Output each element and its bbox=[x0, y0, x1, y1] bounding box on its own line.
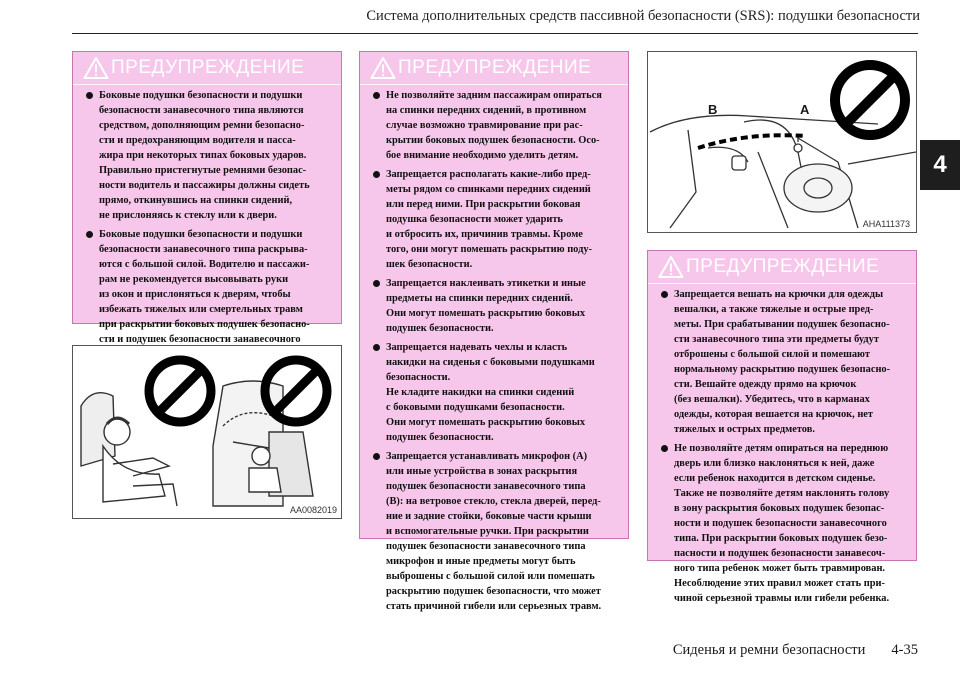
warning-box-hooks-children bbox=[647, 250, 917, 604]
warning-triangle-icon bbox=[658, 255, 684, 279]
warning-item-line: или иные устройства в зонах раскрытия bbox=[386, 466, 578, 477]
warning-item-line: если ребенок находится в детском сиденье. bbox=[674, 473, 876, 484]
warning-item-line: накидки на сиденья с боковыми подушками bbox=[386, 357, 595, 368]
warning-item-line: Правильно пристегнутые ремнями безопас- bbox=[99, 165, 307, 176]
warning-item-line: того, они могут помешать раскрытию поду- bbox=[386, 244, 592, 255]
prohibition-icon bbox=[143, 354, 217, 428]
warning-item-line: Они могут помешать раскрытию боковых bbox=[386, 417, 586, 428]
warning-item-line: Запрещается вешать на крючки для одежды bbox=[674, 289, 884, 300]
figure-code: AHA111373 bbox=[862, 219, 910, 229]
warning-item-line: Не позволяйте детям опираться на переднюю bbox=[674, 443, 889, 454]
warning-item-line: или перед ними. При раскрытии боковая bbox=[386, 199, 581, 210]
warning-item-line: сти и подушек безопасности занавесочного bbox=[99, 334, 301, 345]
warning-item-line: Не позволяйте задним пассажирам опираться bbox=[386, 90, 602, 101]
warning-item-line: отброшены с большой силой и помешают bbox=[674, 349, 870, 360]
warning-item-line: микрофон и иные предметы могут быть bbox=[386, 556, 576, 567]
warning-item-line: безопасности занавесочного типа раскрыва- bbox=[99, 244, 308, 255]
warning-item-line: Боковые подушки безопасности и подушки bbox=[99, 90, 303, 101]
warning-box-side-airbags bbox=[72, 51, 342, 345]
warning-item-line: на спинки передних сидений, в противном bbox=[386, 105, 587, 116]
label-a: A bbox=[800, 102, 810, 117]
warning-item-line: не прислоняясь к стеклу или к двери. bbox=[99, 210, 277, 221]
warning-item-line: пасности и подушек безопасности занавесоч- bbox=[674, 548, 886, 559]
warning-header bbox=[370, 56, 591, 80]
warning-body bbox=[372, 88, 620, 618]
warning-item-line: случае возможно травмирование при рас- bbox=[386, 120, 583, 131]
figure-illustration-no-leaning bbox=[72, 345, 342, 519]
warning-item-line: (B): на ветровое стекло, стекла дверей, перед- bbox=[386, 496, 601, 507]
warning-item-line: безопасности. bbox=[386, 372, 451, 383]
warning-item bbox=[660, 287, 908, 437]
warning-item-line: сти и предохраняющим водителя и пасса- bbox=[99, 135, 296, 146]
warning-item-line: жира при некоторых типах боковых ударов. bbox=[99, 150, 307, 161]
footer-section: Сиденья и ремни безопасности bbox=[672, 642, 866, 658]
warning-item-line: ности и подушек безопасности занавесочного bbox=[674, 518, 887, 529]
warning-item-line: в зону раскрытия боковых подушек безопас- bbox=[674, 503, 885, 514]
warning-divider bbox=[648, 283, 916, 284]
warning-body bbox=[660, 287, 908, 610]
warning-item-line: чиной серьезной травмы или гибели ребенка. bbox=[674, 593, 890, 604]
warning-triangle-icon bbox=[83, 56, 109, 80]
warning-item-line: одежды, которая вешается на крючок, нет bbox=[674, 409, 874, 420]
warning-item-line: сти занавесочного типа эти предметы будут bbox=[674, 334, 879, 345]
warning-item bbox=[372, 449, 620, 614]
warning-item-line: из окон и прислоняться к дверям, чтобы bbox=[99, 289, 291, 300]
warning-item-line: Несоблюдение этих правил может стать при- bbox=[674, 578, 885, 589]
warning-item-line: подушек безопасности занавесочного типа bbox=[386, 541, 586, 552]
warning-item bbox=[372, 167, 620, 272]
warning-item-line: подушек безопасности. bbox=[386, 432, 494, 443]
warning-item-line: меты. При срабатывании подушек безопасно- bbox=[674, 319, 890, 330]
prohibition-icon bbox=[828, 58, 912, 142]
warning-item-line: раскрытию подушек безопасности, что может bbox=[386, 586, 601, 597]
warning-item-line: избежать тяжелых или смертельных травм bbox=[99, 304, 303, 315]
page-header-title: Система дополнительных средств пассивной безопасности (SRS): подушки безопасности bbox=[366, 8, 920, 24]
warning-item-line: сти. Вешайте одежду прямо на крючок bbox=[674, 379, 857, 390]
warning-item-line: типа. При раскрытии боковых подушек безо- bbox=[674, 533, 888, 544]
warning-divider bbox=[360, 84, 628, 85]
warning-item-line: ности водитель и пассажиры должны сидеть bbox=[99, 180, 310, 191]
warning-item-line: выброшены с большой силой или помешать bbox=[386, 571, 595, 582]
warning-item-line: Запрещается располагать какие-либо пред- bbox=[386, 169, 591, 180]
warning-item-line: Запрещается устанавливать микрофон (A) bbox=[386, 451, 588, 462]
warning-item bbox=[85, 88, 333, 223]
warning-item-line: стать причиной гибели или серьезных травм. bbox=[386, 601, 602, 612]
warning-item-line: предметы на спинки передних сидений. bbox=[386, 293, 573, 304]
warning-item bbox=[372, 340, 620, 445]
warning-item-line: шек безопасности. bbox=[386, 259, 473, 270]
warning-item-line: (без вешалки). Убедитесь, что в карманах bbox=[674, 394, 870, 405]
warning-item-line: Запрещается надевать чехлы и класть bbox=[386, 342, 568, 353]
warning-item-line: безопасности занавесочного типа являются bbox=[99, 105, 304, 116]
warning-item bbox=[85, 227, 333, 362]
warning-item-line: рам не рекомендуется высовывать руки bbox=[99, 274, 289, 285]
label-b: B bbox=[708, 102, 718, 117]
warning-item-line: бое внимание необходимо уделить детям. bbox=[386, 150, 579, 161]
warning-item-line: ются с большой силой. Водителю и пассажи- bbox=[99, 259, 310, 270]
page-number: 4-35 bbox=[891, 642, 918, 658]
warning-item-line: вешалки, а также тяжелые и острые пред- bbox=[674, 304, 874, 315]
figure-code: AA0082019 bbox=[289, 505, 337, 515]
warning-item-line: ного типа ребенок может быть травмирован. bbox=[674, 563, 886, 574]
warning-item-line: тяжелых и острых предметов. bbox=[674, 424, 815, 435]
warning-item bbox=[372, 88, 620, 163]
warning-item-line: прямо, откинувшись на спинки сидений, bbox=[99, 195, 293, 206]
warning-item-line: Запрещается наклеивать этикетки и иные bbox=[386, 278, 586, 289]
warning-item-line: подушек безопасности занавесочного типа bbox=[386, 481, 586, 492]
warning-item-line: Не кладите накидки на спинки сидений bbox=[386, 387, 575, 398]
warning-divider bbox=[73, 84, 341, 85]
warning-header bbox=[83, 56, 304, 80]
warning-item-line: нормальному раскрытию подушек безопасно- bbox=[674, 364, 891, 375]
warning-label: ПРЕДУПРЕЖДЕНИЕ bbox=[398, 57, 592, 78]
header-divider bbox=[72, 33, 918, 34]
warning-box-passengers bbox=[359, 51, 629, 612]
warning-item bbox=[660, 441, 908, 606]
warning-triangle-icon bbox=[370, 56, 396, 80]
warning-body bbox=[85, 88, 333, 366]
prohibition-icon bbox=[259, 354, 333, 428]
page-footer bbox=[600, 642, 918, 659]
warning-item-line: подушка безопасности может ударить bbox=[386, 214, 563, 225]
warning-item-line: крытии боковых подушек безопасности. Осо- bbox=[386, 135, 600, 146]
warning-item-line: Они могут помешать раскрытию боковых bbox=[386, 308, 586, 319]
warning-item-line: подушек безопасности. bbox=[386, 323, 494, 334]
warning-item-line: при раскрытии боковых подушек безопасно- bbox=[99, 319, 310, 330]
warning-item-line: средством, дополняющим ремни безопасно- bbox=[99, 120, 305, 131]
warning-item-line: меты рядом со спинками передних сидений bbox=[386, 184, 591, 195]
warning-item-line: Боковые подушки безопасности и подушки bbox=[99, 229, 303, 240]
warning-label: ПРЕДУПРЕЖДЕНИЕ bbox=[111, 57, 305, 78]
warning-item-line: и вспомогательные ручки. При раскрытии bbox=[386, 526, 589, 537]
warning-item-line: Также не позволяйте детям наклонять голову bbox=[674, 488, 890, 499]
warning-item-line: ние и задние стойки, боковые части крыши bbox=[386, 511, 592, 522]
warning-item-line: дверь или близко наклоняться к ней, даже bbox=[674, 458, 875, 469]
chapter-tab[interactable]: 4 bbox=[920, 140, 960, 190]
warning-header bbox=[658, 255, 879, 279]
warning-item-line: и отбросить их, причинив травмы. Кроме bbox=[386, 229, 583, 240]
warning-item-line: с боковыми подушками безопасности. bbox=[386, 402, 565, 413]
warning-item bbox=[372, 276, 620, 336]
warning-label: ПРЕДУПРЕЖДЕНИЕ bbox=[686, 256, 880, 277]
figure-illustration-microphone bbox=[647, 51, 917, 233]
